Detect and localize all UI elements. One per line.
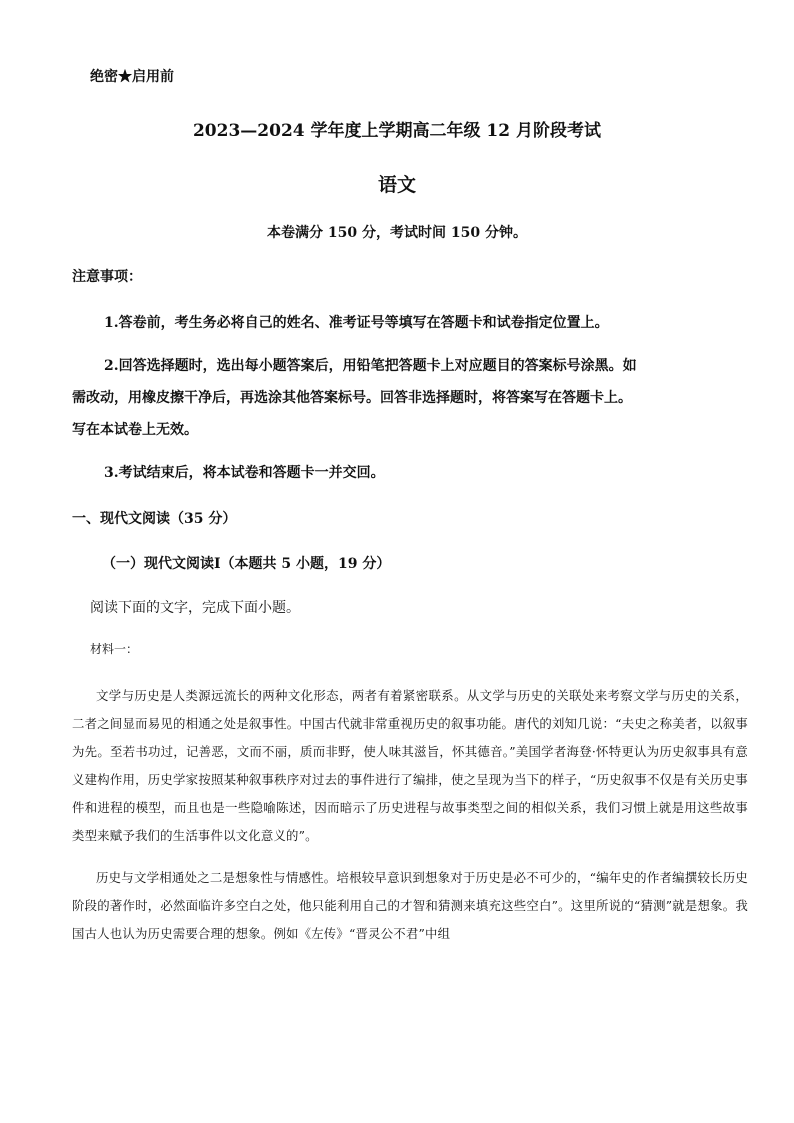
notice-item-1: 1.答卷前，考生务必将自己的姓名、准考证号等填写在答题卡和试卷指定位置上。: [104, 315, 609, 331]
notice-item-2-line-1: 2.回答选择题时，选出每小题答案后，用铅笔把答题卡上对应题目的答案标号涂黑。如: [104, 358, 637, 374]
subject-title: 语文: [377, 174, 416, 196]
passage-paragraph-2: 历史与文学相通处之二是想象性与情感性。培根较早意识到想象对于历史是必不可少的，“编年史的作者编撰较长历史阶段的著作时，必然面临许多空白之处，他只能利用自己的才智和猜测来填充这些空白”。这里所说的“猜测”就是想象。我国古人也认为历史需要合理的想象。例如《左传》“晋灵公不君”中组: [72, 870, 748, 941]
exam-title: 2023—2024 学年度上学期高二年级 12 月阶段考试: [192, 121, 602, 141]
confidential-label: 绝密★启用前: [90, 69, 174, 85]
subsection-heading: （一）现代文阅读Ⅰ（本题共 5 小题，19 分）: [102, 556, 391, 572]
notice-item-2-line-2: 需改动，用橡皮擦干净后，再选涂其他答案标号。回答非选择题时，将答案写在答题卡上。: [72, 390, 632, 406]
section-heading: 一、现代文阅读（35 分）: [72, 511, 237, 527]
material-label: 材料一：: [90, 642, 139, 656]
exam-info: 本卷满分 150 分，考试时间 150 分钟。: [267, 225, 527, 241]
passage-paragraph-1: 文学与历史是人类源远流长的两种文化形态，两者有着紧密联系。从文学与历史的关联处来考察文学与历史的关系，二者之间显而易见的相通之处是叙事性。中国古代就非常重视历史的叙事功能。唐代的刘知几说：“夫史之称美者，以叙事为先。至若书功过，记善恶，文而不丽，质而非野，使人味其滋旨，怀其德音。”美国学者海登·怀特更认为历史叙事具有意义建构作用，历史学家按照某种叙事秩序对过去的事件进行了编排，使之呈现为当下的样子，“历史叙事不仅是有关历史事件和进程的模型，而且也是一些隐喻陈述，因而暗示了历史进程与故事类型之间的相似关系，我们习惯上就是用这些故事类型来赋予我们的生活事件以文化意义的”。: [72, 688, 748, 843]
notice-heading: 注意事项：: [72, 269, 142, 285]
notice-item-2-line-3: 写在本试卷上无效。: [72, 422, 198, 438]
notice-item-3: 3.考试结束后，将本试卷和答题卡一并交回。: [104, 465, 385, 481]
passage-body: [72, 682, 748, 948]
reading-instruction: 阅读下面的文字，完成下面小题。: [90, 600, 300, 616]
